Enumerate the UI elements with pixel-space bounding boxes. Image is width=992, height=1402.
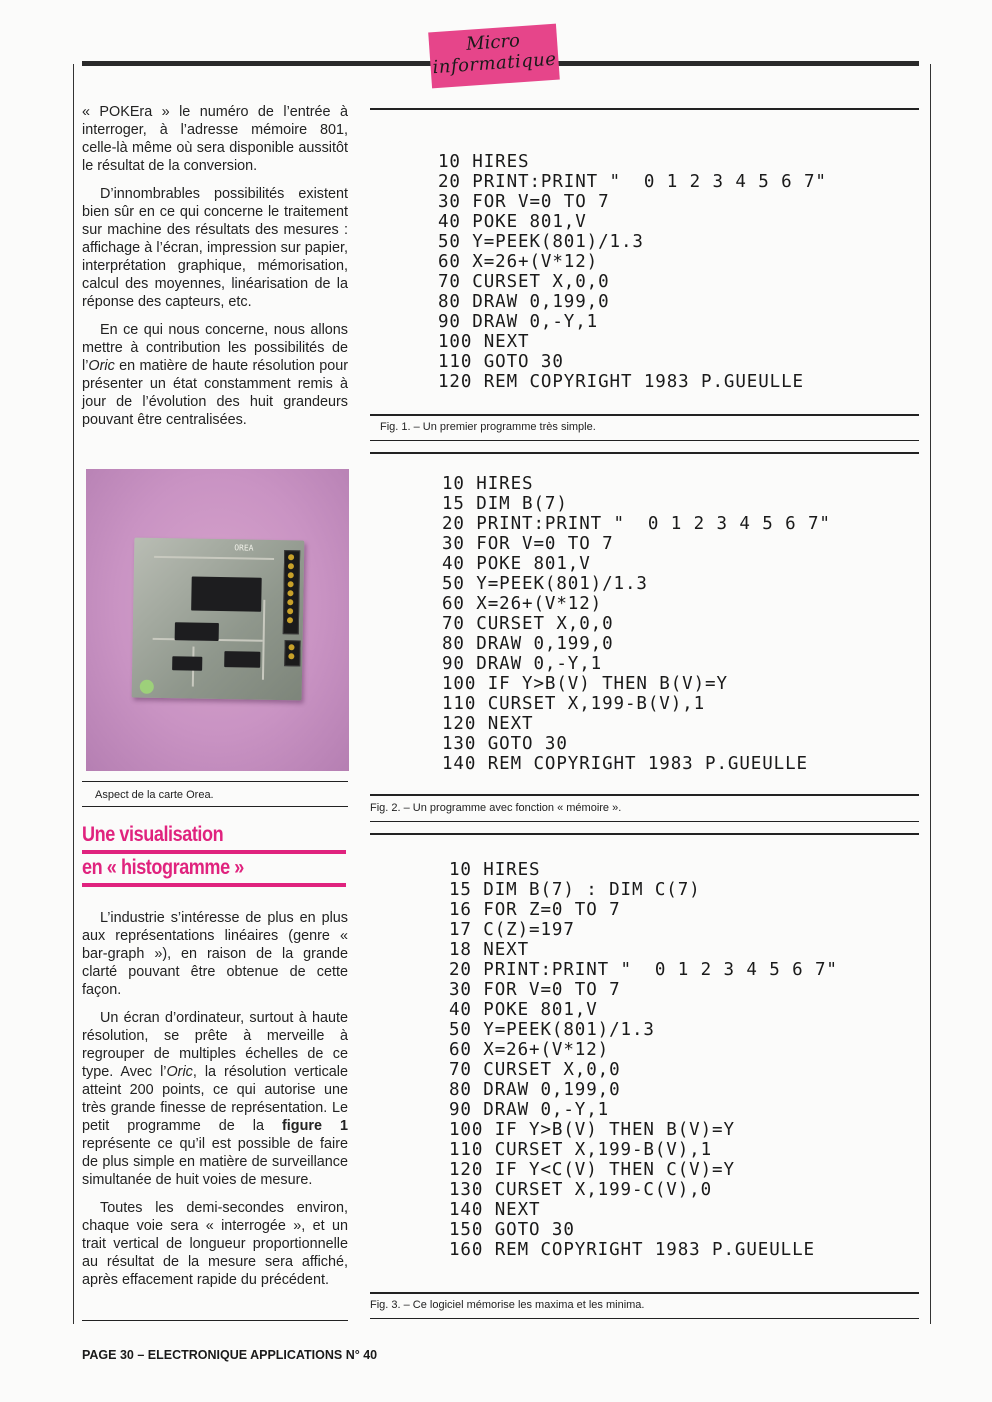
paragraph: « POKEra » le numéro de l’entrée à interroger, à l’adresse mémoire 801, celle-là même où sera disponible aussitôt le résultat de la conversion.: [82, 104, 348, 174]
left-margin-line: [73, 64, 74, 1324]
section-logo: [428, 24, 560, 89]
heading-rule-1: [82, 850, 346, 854]
board-photo: [86, 469, 349, 771]
footer-rule: [82, 1320, 348, 1321]
paragraph: Un écran d’ordinateur, surtout à haute résolution, se prête à merveille à regrouper de multiples échelles de ce type. Avec l’Oric, la résolution verticale atteint 200 points, ce qui autorise une très grande finesse de représentation. Le petit programme de la figure 1 représente ce qu’il est possible de faire de plus simple en matière de surveillance simultanée de huit voies de mesure.: [82, 1010, 348, 1188]
fig1-rule-bottom: [370, 414, 919, 416]
paragraph: L’industrie s’intéresse de plus en plus aux représentations linéaires (genre « bar-graph »), en raison de la grande clarté pouvant être obtenue de cette façon.: [82, 910, 348, 998]
photo-caption: Aspect de la carte Orea.: [95, 789, 214, 801]
logo-line1: Micro: [465, 30, 521, 55]
section-heading-line1: Une visualisation: [82, 823, 224, 846]
right-margin-line: [930, 64, 931, 1324]
fig3-caption-rule: [370, 1318, 919, 1319]
left-column-top: [82, 103, 348, 429]
paragraph: Toutes les demi-secondes environ, chaque voie sera « interrogée », et un trait vertical de longueur proportionnelle au résultat de la mesure sera affiché, après effacement rapide du précédent.: [82, 1200, 348, 1288]
fig1-caption-rule: [370, 440, 919, 441]
fig2-rule-bottom: [370, 794, 919, 796]
heading-rule-2: [82, 883, 346, 887]
logo-line2: informatique: [431, 48, 558, 79]
photo-caption-rule-top: [82, 781, 348, 782]
fig1-caption: Fig. 1. – Un premier programme très simple.: [380, 421, 596, 433]
fig1-rule-top: [370, 108, 919, 110]
fig2-caption-rule: [370, 821, 919, 822]
fig1-listing: 10 HIRES 20 PRINT:PRINT " 0 1 2 3 4 5 6 7" 30 FOR V=0 TO 7 40 POKE 801,V 50 Y=PEEK(801)/1.3 60 X=26+(V*12) 70 CURSET X,0,0 80 DRAW 0,199,0 90 DRAW 0,-Y,1 100 NEXT 110 GOTO 30 120 REM COPYRIGHT 1983 P.GUEULLE: [438, 152, 827, 392]
fig2-rule-top: [370, 452, 919, 454]
fig3-rule-bottom: [370, 1292, 919, 1294]
orea-board: [132, 538, 305, 701]
fig2-caption: Fig. 2. – Un programme avec fonction « mémoire ».: [370, 802, 622, 814]
board-label: OREA: [234, 543, 254, 553]
led: [140, 680, 154, 694]
paragraph: D’innombrables possibilités existent bien sûr en ce qui concerne le traitement sur machine des résultats des mesures : affichage à l’écran, impression sur papier, interprétation graphique, mémorisation, calcul des moyennes, linéarisation de la réponse des capteurs, etc.: [82, 186, 348, 310]
paragraph: En ce qui nous concerne, nous allons mettre à contribution les possibilités de l’Oric en matière de haute résolution pour présenter un état constamment remis à jour de l’évolution des huit grandeurs pouvant être centralisées.: [82, 322, 348, 428]
page-footer: PAGE 30 – ELECTRONIQUE APPLICATIONS N° 40: [82, 1348, 378, 1362]
header-rule-left: [82, 61, 434, 66]
fig3-rule-top: [370, 833, 919, 835]
left-column-bottom: [82, 909, 348, 1289]
fig3-caption: Fig. 3. – Ce logiciel mémorise les maxima et les minima.: [370, 1299, 645, 1311]
fig2-listing: 10 HIRES 15 DIM B(7) 20 PRINT:PRINT " 0 1 2 3 4 5 6 7" 30 FOR V=0 TO 7 40 POKE 801,V 50 Y=PEEK(801)/1.3 60 X=26+(V*12) 70 CURSET X,0,0 80 DRAW 0,199,0 90 DRAW 0,-Y,1 100 IF Y>B(V) THEN B(V)=Y 110 CURSET X,199-B(V),1 120 NEXT 130 GOTO 30 140 REM COPYRIGHT 1983 P.GUEULLE: [442, 474, 831, 774]
photo-caption-rule-bottom: [82, 806, 348, 807]
header-rule-right: [556, 61, 919, 66]
fig3-listing: 10 HIRES 15 DIM B(7) : DIM C(7) 16 FOR Z=0 TO 7 17 C(Z)=197 18 NEXT 20 PRINT:PRINT " 0 1 2 3 4 5 6 7" 30 FOR V=0 TO 7 40 POKE 801,V 50 Y=PEEK(801)/1.3 60 X=26+(V*12) 70 CURSET X,0,0 80 DRAW 0,199,0 90 DRAW 0,-Y,1 100 IF Y>B(V) THEN B(V)=Y 110 CURSET X,199-B(V),1 120 IF Y<C(V) THEN C(V)=Y 130 CURSET X,199-C(V),0 140 NEXT 150 GOTO 30 160 REM COPYRIGHT 1983 P.GUEULLE: [449, 860, 838, 1260]
section-heading-line2: en « histogramme »: [82, 856, 244, 879]
